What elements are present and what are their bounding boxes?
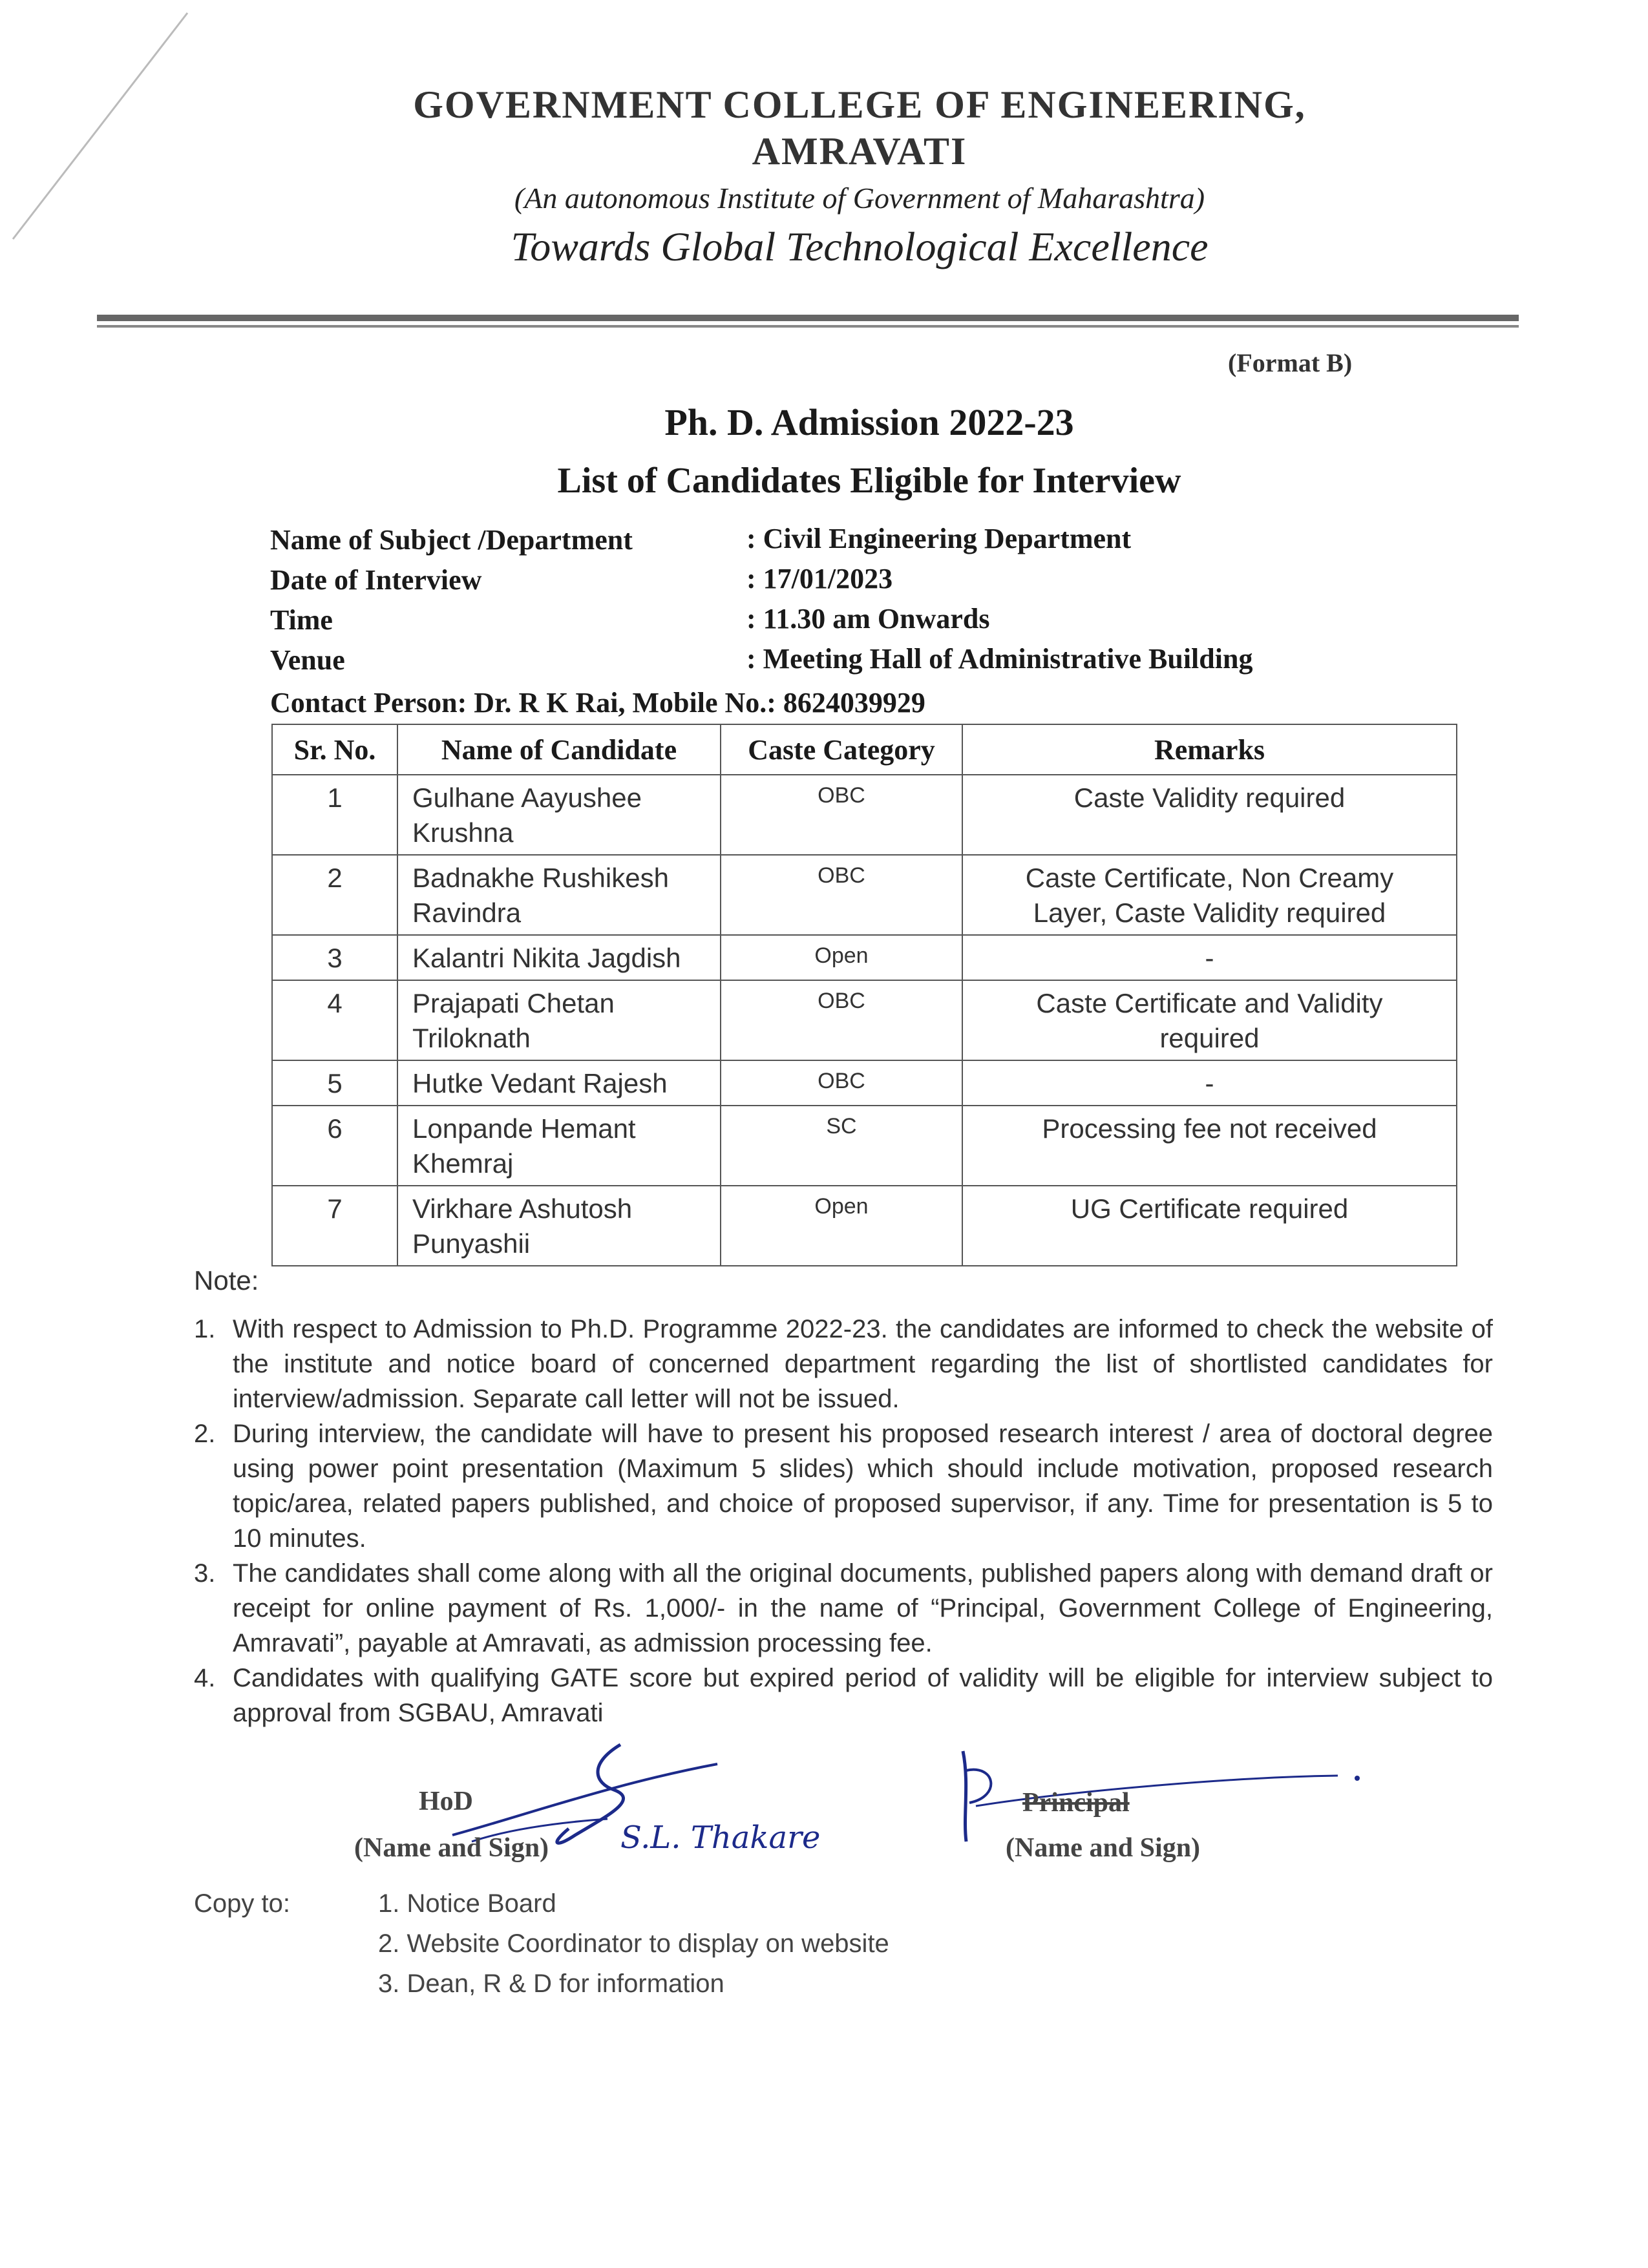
cell-sr: 7 — [272, 1186, 397, 1266]
cell-remarks — [962, 980, 1457, 1060]
note-item — [194, 1416, 1493, 1556]
name-line: Punyashii — [412, 1228, 531, 1259]
date-value: : 17/01/2023 — [746, 563, 893, 594]
col-remarks: Remarks — [962, 724, 1457, 775]
table-row — [272, 1186, 1457, 1266]
header-divider — [97, 315, 1519, 321]
note-number: 4. — [194, 1664, 216, 1692]
cell-name — [397, 775, 721, 855]
note-number: 1. — [194, 1315, 216, 1343]
cell-sr: 1 — [272, 775, 397, 855]
table-row — [272, 935, 1457, 980]
note-number: 3. — [194, 1559, 216, 1588]
name-line: Virkhare Ashutosh — [412, 1193, 633, 1224]
institute-subtitle: (An autonomous Institute of Government of Maharashtra) — [514, 182, 1205, 215]
name-line: Gulhane Aayushee — [412, 782, 642, 813]
department-value: : Civil Engineering Department — [746, 523, 1132, 554]
principal-label: Principal — [1022, 1788, 1130, 1818]
time-label: Time — [270, 604, 333, 636]
institute-name: GOVERNMENT COLLEGE OF ENGINEERING, — [413, 83, 1306, 126]
cell-sr: 4 — [272, 980, 397, 1060]
note-label: Note: — [194, 1265, 259, 1296]
contact-person: Contact Person: Dr. R K Rai, Mobile No.: 8624039929 — [270, 687, 925, 719]
document-title: Ph. D. Admission 2022-23 — [664, 401, 1074, 443]
name-line: Ravindra — [412, 898, 522, 928]
cell-category: OBC — [721, 855, 962, 935]
cell-remarks — [962, 935, 1457, 980]
hod-label: HoD — [419, 1787, 473, 1816]
copy-to-item: 2. Website Coordinator to display on website — [378, 1929, 889, 1958]
venue-value: : Meeting Hall of Administrative Building — [746, 643, 1253, 675]
venue-label: Venue — [270, 644, 345, 676]
cell-sr: 5 — [272, 1060, 397, 1106]
time-value: : 11.30 am Onwards — [746, 603, 990, 635]
cell-remarks — [962, 1060, 1457, 1106]
format-label: (Format B) — [1228, 348, 1353, 377]
remark-line: Caste Certificate, Non Creamy — [1025, 863, 1394, 893]
document-subtitle: List of Candidates Eligible for Interview — [557, 461, 1181, 501]
col-sr-no: Sr. No. — [272, 724, 397, 775]
name-line: Prajapati Chetan — [412, 988, 615, 1018]
col-category: Caste Category — [721, 724, 962, 775]
remark-line: - — [1205, 943, 1214, 973]
note-text: During interview, the candidate will have to present his proposed research interest / area of doctoral degree using power point presentation (Maximum 5 slides) which should include motivation, proposed research topic/area, related papers published, and choice of proposed supervisor, if any. Time for presentation is 5 to 10 minutes. — [233, 1420, 1493, 1553]
remark-line: Caste Certificate and Validity — [1036, 988, 1383, 1018]
remark-line: Layer, Caste Validity required — [1033, 898, 1386, 928]
candidates-table — [271, 724, 1457, 1266]
note-item — [194, 1661, 1493, 1730]
copy-to-item: 3. Dean, R & D for information — [378, 1969, 724, 1998]
cell-category: Open — [721, 1186, 962, 1266]
handwritten-name-text: S.L. Thakare — [620, 1820, 821, 1856]
copy-to-item: 1. Notice Board — [378, 1889, 556, 1918]
note-item — [194, 1312, 1493, 1416]
hod-handwritten-name — [620, 1809, 853, 1867]
col-name: Name of Candidate — [397, 724, 721, 775]
cell-remarks — [962, 1186, 1457, 1266]
cell-sr: 3 — [272, 935, 397, 980]
cell-sr: 6 — [272, 1106, 397, 1186]
note-text: Candidates with qualifying GATE score but expired period of validity will be eligible for interview subject to approval from SGBAU, Amravati — [233, 1664, 1493, 1727]
remark-line: - — [1205, 1068, 1214, 1098]
cell-name — [397, 935, 721, 980]
note-text: With respect to Admission to Ph.D. Programme 2022-23. the candidates are informed to check the website of the institute and notice board of concerned department regarding the list of shortlisted candidates for interview/admission. Separate call letter will not be issued. — [233, 1315, 1493, 1413]
remark-line: UG Certificate required — [1070, 1193, 1349, 1224]
note-text: The candidates shall come along with all the original documents, published papers along with demand draft or receipt for online payment of Rs. 1,000/- in the name of “Principal, Government College of Engineering, Amravati”, payable at Amravati, as admission processing fee. — [233, 1559, 1493, 1657]
cell-remarks — [962, 775, 1457, 855]
cell-remarks — [962, 855, 1457, 935]
cell-category: Open — [721, 935, 962, 980]
cell-name — [397, 980, 721, 1060]
cell-category: OBC — [721, 980, 962, 1060]
table-row — [272, 855, 1457, 935]
date-label: Date of Interview — [270, 564, 482, 596]
notes-list — [194, 1312, 1493, 1730]
copy-to-label: Copy to: — [194, 1889, 290, 1918]
remark-line: required — [1159, 1023, 1260, 1053]
name-line: Khemraj — [412, 1148, 514, 1179]
note-number: 2. — [194, 1420, 216, 1448]
cell-name — [397, 1060, 721, 1106]
cell-remarks — [962, 1106, 1457, 1186]
cell-category: SC — [721, 1106, 962, 1186]
table-row — [272, 775, 1457, 855]
cell-name — [397, 1186, 721, 1266]
cell-name — [397, 855, 721, 935]
table-row — [272, 980, 1457, 1060]
scan-artifact-line — [0, 0, 207, 246]
name-line: Badnakhe Rushikesh — [412, 863, 669, 893]
note-item — [194, 1556, 1493, 1661]
principal-name-sign: (Name and Sign) — [1006, 1833, 1201, 1863]
institute-motto: Towards Global Technological Excellence — [511, 224, 1209, 269]
remark-line: Caste Validity required — [1073, 782, 1346, 813]
name-line: Triloknath — [412, 1023, 531, 1053]
institute-city: AMRAVATI — [752, 130, 967, 173]
hod-name-sign: (Name and Sign) — [354, 1833, 549, 1863]
cell-category: OBC — [721, 1060, 962, 1106]
name-line: Hutke Vedant Rajesh — [412, 1068, 668, 1098]
cell-name — [397, 1106, 721, 1186]
header-divider-thin — [97, 325, 1519, 328]
table-row — [272, 1106, 1457, 1186]
table-header-row — [272, 724, 1457, 775]
name-line: Kalantri Nikita Jagdish — [412, 943, 681, 973]
name-line: Krushna — [412, 817, 514, 848]
department-label: Name of Subject /Department — [270, 524, 633, 556]
cell-sr: 2 — [272, 855, 397, 935]
name-line: Lonpande Hemant — [412, 1113, 636, 1144]
cell-category: OBC — [721, 775, 962, 855]
remark-line: Processing fee not received — [1042, 1113, 1377, 1144]
table-row — [272, 1060, 1457, 1106]
